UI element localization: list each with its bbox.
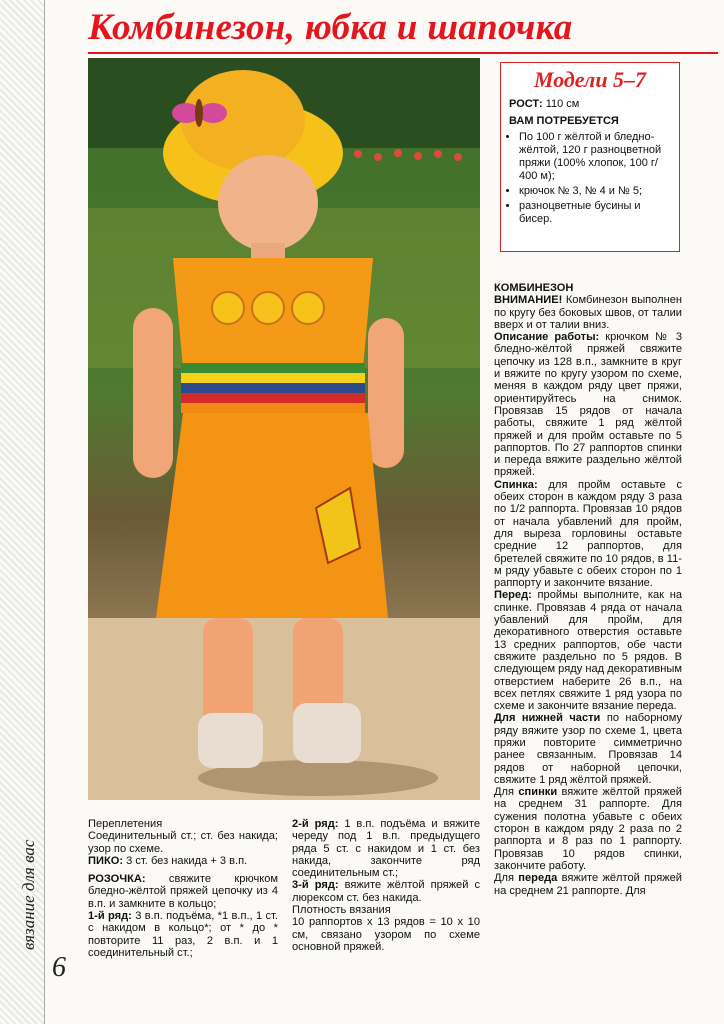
front-label: Перед: (494, 589, 532, 602)
description-paragraph (494, 331, 682, 479)
height-value: 110 см (545, 98, 580, 110)
density-text: 10 раппортов х 13 рядов = 10 х 10 см, связано узором по схеме основной пряжей. (292, 916, 480, 953)
magazine-name: вязание для вас (19, 839, 38, 950)
page-number: 6 (52, 952, 66, 983)
description-label: Описание работы: (494, 331, 600, 344)
front-text: проймы выполните, как на спинке. Провязав 4 ряда от начала убавлений для пройм, для декоративного отверстия оставьте 13 средних раппортов, обе части свяжите раздельно по 5 рядов. В следующем ряду над декоративным отверстием наберите 26 в.п., на всех петлях свяжите 1 ряд узора по схеме и закончите вязание переда. (494, 589, 682, 713)
flower-circles (212, 292, 324, 324)
row1-label: 1-й ряд: (88, 910, 132, 923)
row1-paragraph (88, 910, 278, 959)
back-text: для пройм оставьте с обеих сторон в каждом ряду 3 раза по 1/2 раппорта. Провязав 10 рядов от начала убавлений для пройм, для выреза горловины оставьте средние 12 раппортов, для бретелей свяжите по 10 рядов, в 11-м ряду убавьте с обеих сторон по 1 раппорту и закончите вязание. (494, 478, 682, 590)
face (218, 155, 318, 251)
row1-text: 3 в.п. подъёма, *1 в.п., 1 ст. с накидом в кольцо*; от * до * повторите 11 раз, 2 в.п. и 1 соединительный ст.; (88, 910, 278, 959)
right-shoe (293, 703, 361, 763)
stripe-orange (181, 403, 365, 413)
right-arm (368, 318, 404, 468)
front-paragraph (494, 589, 682, 712)
lower-part-label: Для нижней части (494, 712, 601, 725)
row3-text: вяжите жёлтой пряжей с люрексом ст. без накида. (292, 879, 480, 904)
needs-label: ВАМ ПОТРЕБУЕТСЯ (509, 115, 619, 127)
page-title: Комбинезон, юбка и шапочка (88, 7, 573, 48)
model-info-box (500, 62, 680, 252)
back-lower-text: вяжите жёлтой пряжей на среднем 31 раппорте. Для сужения полотна убавьте с обеих сторон в каждом ряду 2 раза по 2 раппорта и 8 раз по 1 раппорту. Провязав 10 рядов спинки, закончите работу. (494, 786, 682, 872)
model-heading: Модели 5–7 (533, 67, 647, 92)
stripe-red (181, 393, 365, 403)
stripe-blue (181, 383, 365, 393)
materials-item: • По 100 г жёлтой и бледно-жёлтой, 120 г разноцветной пряжи (100% хлопок, 100 г/ 400 м); (519, 131, 671, 183)
back-lower-prefix: Для (494, 786, 519, 799)
attention-paragraph (494, 294, 682, 331)
piko-label: ПИКО: (88, 854, 124, 867)
front-lower-label: переда (518, 872, 558, 885)
attention-text: Комбинезон выполнен по кругу без боковых швов, от талии вверх и от талии вниз. (494, 294, 682, 331)
back-lower-label: спинки (518, 786, 558, 799)
materials-list (509, 131, 671, 226)
rose-label: РОЗОЧКА: (88, 873, 146, 886)
description-text: крючком № 3 бледно-жёлтой пряжей свяжите цепочку из 128 в.п., замкните в круг и вяжите по кругу узором по схеме, меняя в каждом ряду цвет пряжи, ориентируйтесь на снимок. Провязав 15 рядов от начала работы, свяжите 1 ряд жёлтой пряжей и для пройм оставьте по 5 раппортов. По 27 раппортов спинки и переда вяжите раздельно жёлтой пряжей. (494, 331, 682, 479)
stitches-column (88, 818, 278, 959)
section-heading: КОМБИНЕЗОН (494, 282, 574, 294)
back-lower-paragraph (494, 786, 682, 872)
lower-part-text: по наборному ряду вяжите узор по схеме 1, цвета пряжи повторите симметрично ранее связанным. Провязав 14 рядов от наборной цепочки, свяжите 1 ряд жёлтой пряжей. (494, 712, 682, 786)
left-shoe (198, 713, 263, 768)
front-lower-prefix: Для (494, 872, 519, 885)
child-photo (88, 58, 480, 800)
margin-divider (44, 0, 45, 1024)
height-line (509, 97, 671, 111)
row3-paragraph (292, 879, 480, 904)
rose-text: свяжите крючком бледно-жёлтой пряжей цепочку из 4 в.п. и замкните в кольцо; (88, 873, 278, 910)
rose-rows-column (292, 818, 480, 953)
back-label: Спинка: (494, 478, 538, 491)
piko-paragraph (88, 855, 278, 867)
front-lower-text: вяжите жёлтой пряжей на среднем 21 раппорте. Для (494, 872, 682, 897)
front-lower-paragraph (494, 872, 682, 897)
stitches-heading: Переплетения (88, 818, 163, 830)
materials-item: • разноцветные бусины и бисер. (519, 200, 671, 226)
back-paragraph (494, 479, 682, 590)
height-label: РОСТ: (509, 98, 543, 110)
stitches-text: Соединительный ст.; ст. без накида; узор по схеме. (88, 830, 278, 855)
piko-text: 3 ст. без накида + 3 в.п. (123, 854, 248, 867)
row2-paragraph (292, 818, 480, 879)
instructions-column (494, 282, 682, 897)
stripe-green (181, 363, 365, 373)
title-rule (88, 52, 718, 54)
rose-paragraph (88, 873, 278, 910)
row2-text: 1 в.п. подъёма и вяжите череду под 1 в.п. предыдущего ряда 5 ст. с накидом и 1 ст. без накида, закончите ряд соединительным ст.; (292, 818, 480, 880)
row3-label: 3-й ряд: (292, 879, 339, 892)
density-heading: Плотность вязания (292, 904, 391, 917)
stripe-yellow (181, 373, 365, 383)
left-leg (203, 618, 253, 728)
left-arm (133, 308, 173, 478)
row2-label: 2-й ряд: (292, 818, 339, 830)
attention-label: ВНИМАНИЕ! (494, 294, 563, 307)
lower-part-paragraph (494, 712, 682, 786)
materials-item: • крючок № 3, № 4 и № 5; (519, 185, 671, 198)
